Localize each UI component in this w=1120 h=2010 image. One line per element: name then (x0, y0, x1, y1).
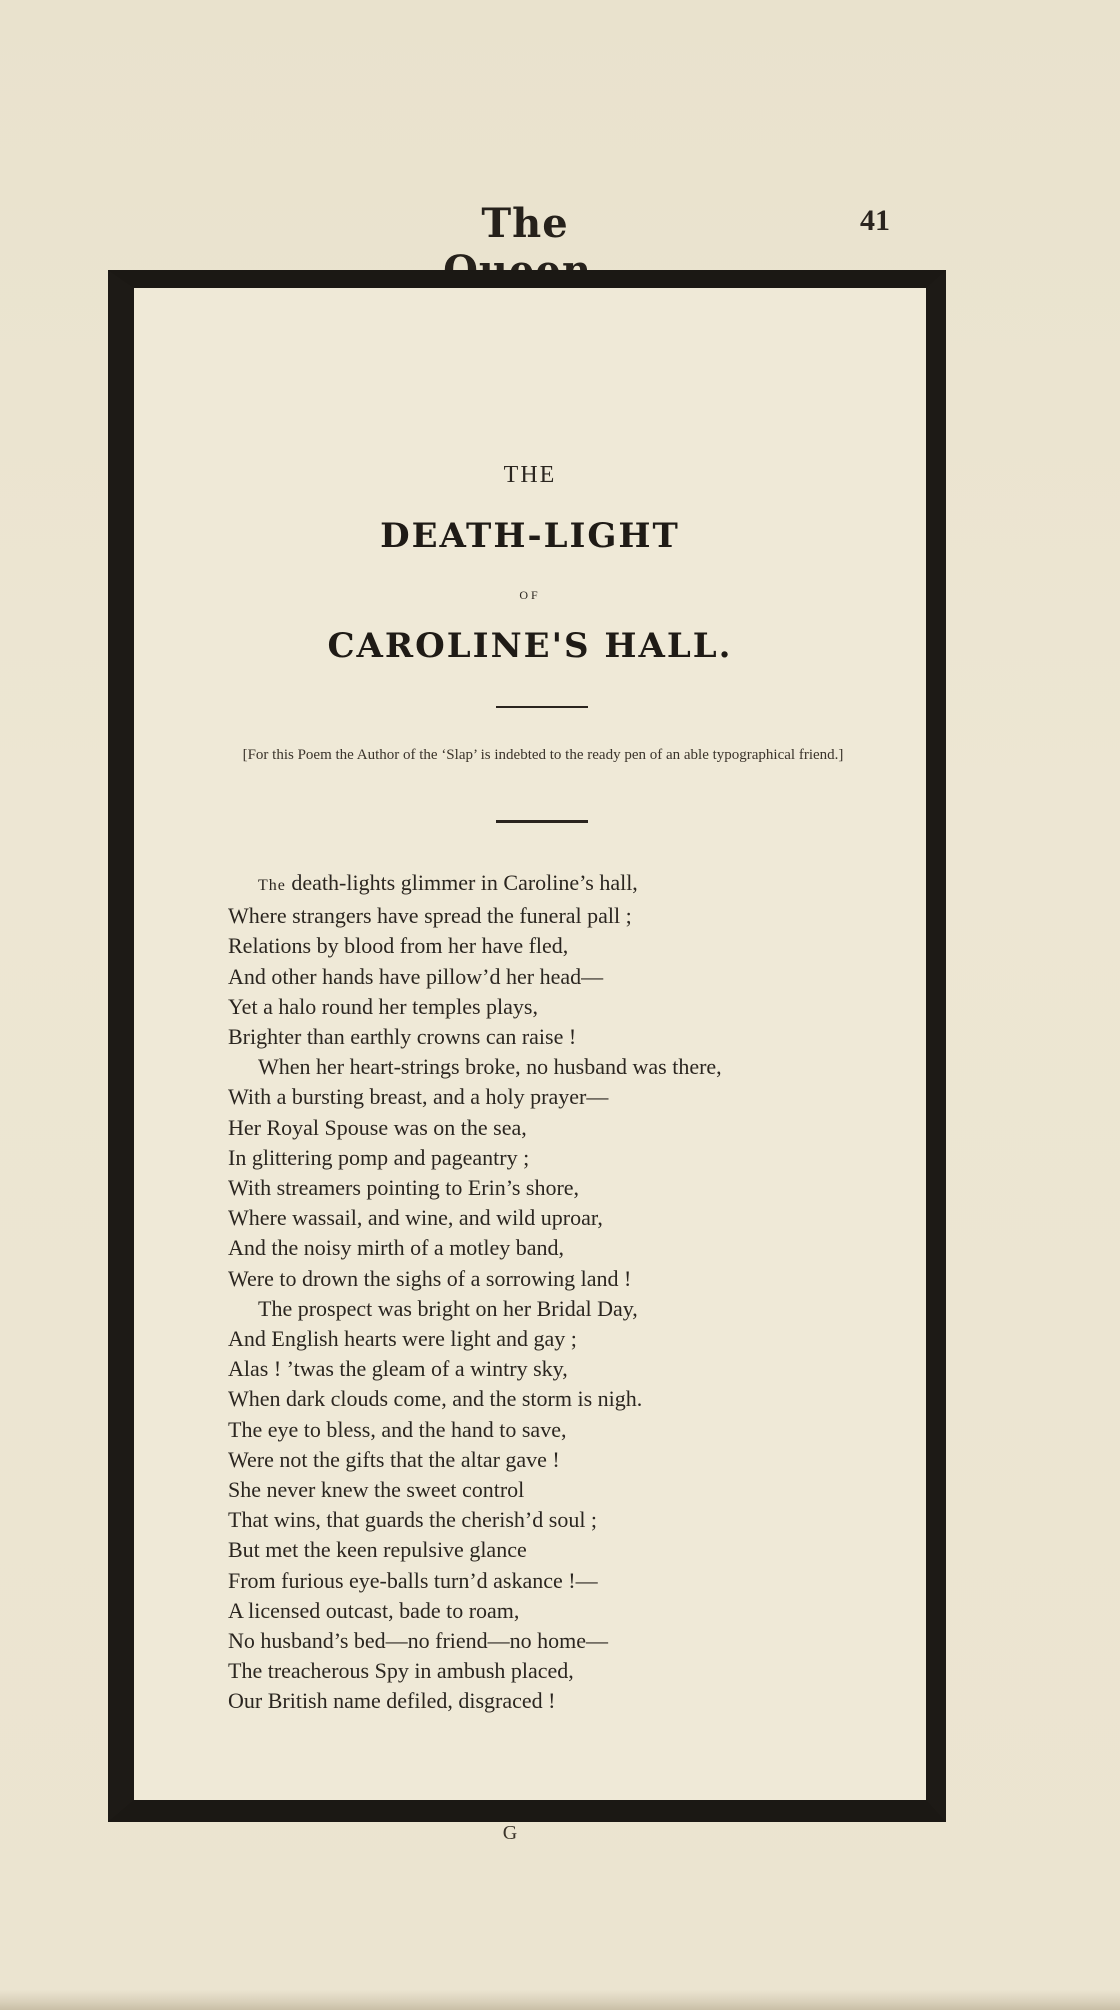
poem-line: That wins, that guards the cherish’d soul ; (228, 1507, 598, 1533)
poem-line: When dark clouds come, and the storm is nigh. (228, 1386, 643, 1412)
poem-line: She never knew the sweet control (228, 1477, 525, 1503)
poem-line: In glittering pomp and pageantry ; (228, 1144, 530, 1170)
poem-line: Where wassail, and wine, and wild uproar, (228, 1205, 603, 1231)
poem-line (228, 868, 908, 901)
signature-mark: G (502, 1822, 518, 1844)
poem-line: A licensed outcast, bade to roam, (228, 1597, 520, 1623)
poem-line: And other hands have pillow’d her head— (228, 963, 604, 989)
poem-line: Her Royal Spouse was on the sea, (228, 1114, 527, 1140)
poem-body (228, 868, 908, 1717)
note-rule (496, 820, 588, 823)
poem-line: Yet a halo round her temples plays, (228, 993, 538, 1019)
poem-line: And the noisy mirth of a motley band, (228, 1235, 565, 1261)
poem-title-sub: CAROLINE'S HALL. (327, 626, 733, 666)
poem-title-of: OF (519, 588, 541, 602)
title-rule (496, 706, 588, 708)
running-head (0, 200, 1120, 250)
page-bottom-edge (0, 1990, 1120, 2010)
poem-line: Where strangers have spread the funeral pall ; (228, 903, 632, 929)
poem-line: With streamers pointing to Erin’s shore, (228, 1175, 580, 1201)
poem-line: From furious eye-balls turn’d askance !— (228, 1567, 598, 1593)
poem-line: With a bursting breast, and a holy prayer— (228, 1084, 609, 1110)
poem-line: The prospect was bright on her Bridal Day, (258, 1295, 638, 1321)
poem-line: No husband’s bed—no friend—no home— (228, 1628, 609, 1654)
poem-line: Brighter than earthly crowns can raise ! (228, 1024, 577, 1050)
first-line-text: death-lights glimmer in Caroline’s hall, (285, 870, 638, 895)
poem-line: But met the keen repulsive glance (228, 1537, 527, 1563)
frame-content (134, 288, 926, 1800)
poem-line: And English hearts were light and gay ; (228, 1326, 577, 1352)
poem-line: Our British name defiled, disgraced ! (228, 1688, 556, 1714)
poem-line: The eye to bless, and the hand to save, (228, 1416, 567, 1442)
poem-line: Were to drown the sighs of a sorrowing land ! (228, 1265, 632, 1291)
small-caps-opening: The (258, 877, 286, 894)
mourning-border-frame (108, 270, 946, 1822)
poem-title-article: THE (503, 462, 557, 488)
poem-line: Alas ! ’twas the gleam of a wintry sky, (228, 1356, 568, 1382)
poem-title-main: DEATH-LIGHT (380, 516, 680, 556)
running-title: The (481, 200, 569, 247)
poem-line: Were not the gifts that the altar gave ! (228, 1446, 560, 1472)
attribution-note: [For this Poem the Author of the ‘Slap’ is indebted to the ready pen of an able typographical friend.] (242, 747, 844, 763)
poem-line: Relations by blood from her have fled, (228, 933, 569, 959)
poem-line: When her heart-strings broke, no husband was there, (258, 1054, 722, 1080)
page-number: 41 (860, 204, 890, 237)
poem-line: The treacherous Spy in ambush placed, (228, 1658, 574, 1684)
